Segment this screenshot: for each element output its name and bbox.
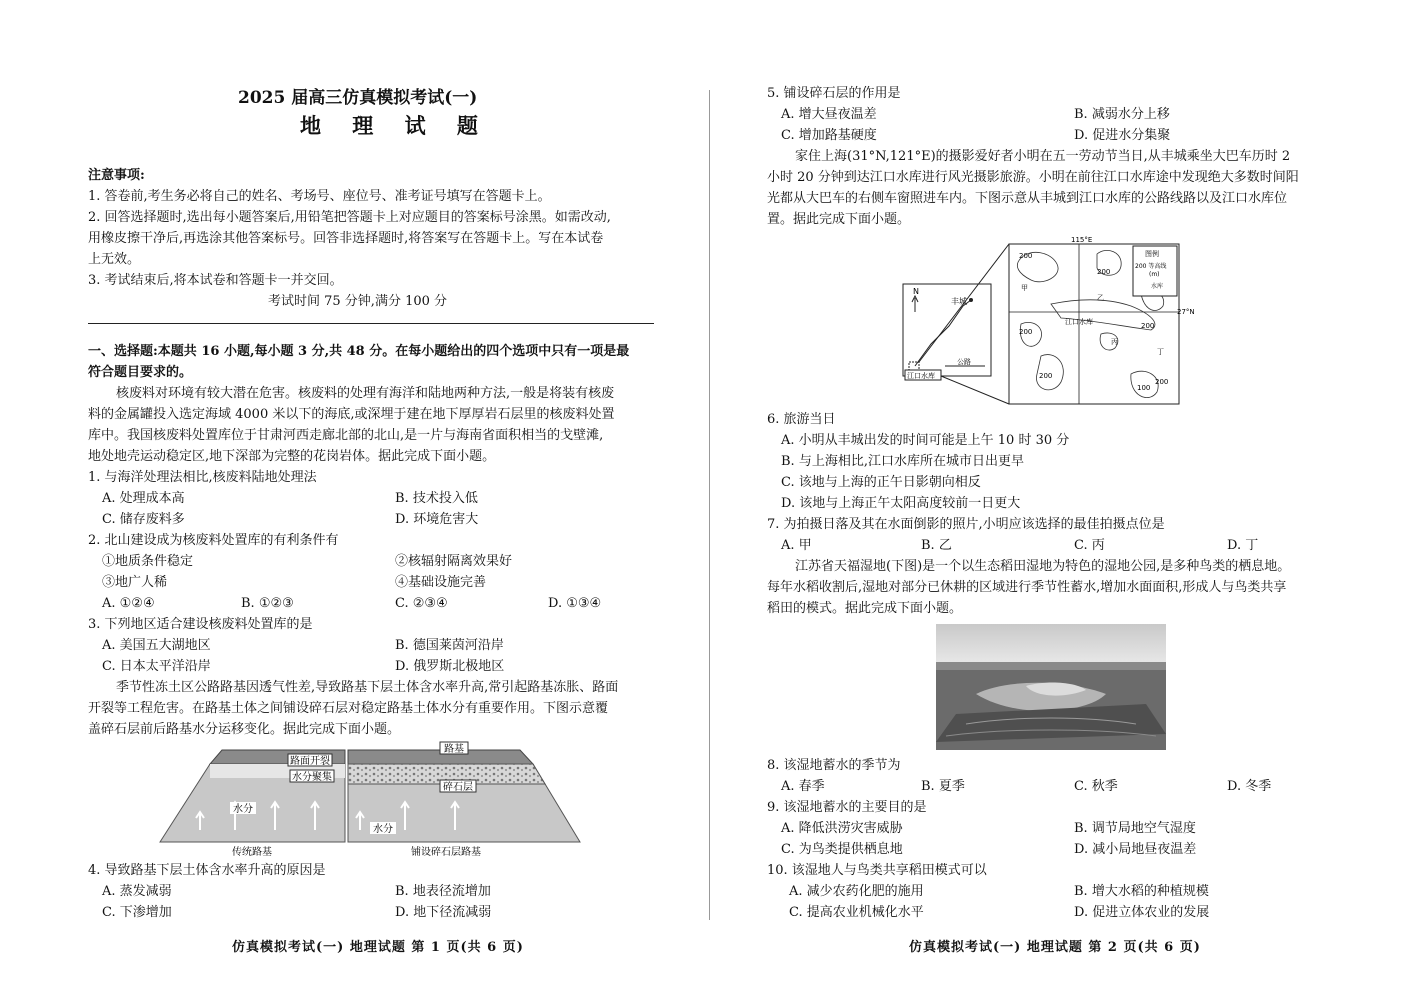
label-gather: 水分聚集 [292,772,332,783]
option: A. 减少农药化肥的施用 [789,884,924,899]
question-stem: 8. 该湿地蓄水的季节为 [767,758,901,773]
notice-line: 3. 考试结束后,将本试卷和答题卡一并交回。 [88,273,343,288]
option: D. 环境危害大 [395,512,479,527]
passage-line: 稻田的模式。据此完成下面小题。 [767,601,963,616]
passage-line: 库中。我国核废料处置库位于甘肃河西走廊北部的北山,是一片与海南省面积相当的戈壁滩, [88,428,604,443]
option: A. 蒸发减弱 [102,884,172,899]
question-stem: 9. 该湿地蓄水的主要目的是 [767,800,927,815]
option: A. 小明从丰城出发的时间可能是上午 10 时 30 分 [781,433,1070,448]
condition: ①地质条件稳定 [102,554,194,569]
option: A. 处理成本高 [102,491,185,506]
legend-reservoir: 水库 [1151,283,1164,290]
passage-line: 小时 20 分钟到达江口水库进行风光摄影旅游。小明在前往江口水库途中发现绝大多数时间阳 [767,170,1299,185]
option: D. 促进水分集聚 [1074,128,1171,143]
road-label: 公路 [957,358,971,366]
passage-line: 江苏省天福湿地(下图)是一个以生态稻田湿地为特色的湿地公园,是多种鸟类的栖息地。 [795,559,1291,574]
notice-line: 上无效。 [88,252,141,267]
option: D. 冬季 [1227,779,1272,794]
legend-title: 图例 [1145,250,1159,258]
option: B. 地表径流增加 [395,884,491,899]
notice-line: 2. 回答选择题时,选出每小题答案后,用铅笔把答题卡上对应题目的答案标号涂黑。如需改动, [88,210,611,225]
label-water: 水分 [373,824,393,835]
contour-label: 200 [1155,378,1169,386]
reservoir-map [901,234,1195,410]
north-arrow-label: N [913,287,919,296]
exam-time: 考试时间 75 分钟,满分 100 分 [268,294,448,309]
passage-line: 料的金属罐投入选定海域 4000 米以下的海底,或深埋于建在地下厚厚岩石层里的核废料处置 [88,407,615,422]
option: C. 丙 [1074,538,1105,553]
reservoir-map-label: 江口水库 [1065,318,1093,326]
option: D. 减小局地昼夜温差 [1074,842,1197,857]
passage-line: 家住上海(31°N,121°E)的摄影爱好者小明在五一劳动节当日,从丰城乘坐大巴车历时 2 [795,149,1291,164]
option: C. 秋季 [1074,779,1118,794]
notice-line: 1. 答卷前,考生务必将自己的姓名、考场号、座位号、准考证号填写在答题卡上。 [88,189,551,204]
question-stem: 6. 旅游当日 [767,412,836,427]
page-footer: 仿真模拟考试(一) 地理试题 第 1 页(共 6 页) [232,940,524,955]
option: D. 该地与上海正午太阳高度较前一日更大 [781,496,1021,511]
passage-line: 核废料对环境有较大潜在危害。核废料的处理有海洋和陆地两种方法,一般是将装有核废 [116,386,615,401]
passage-line: 每年水稻收割后,湿地对部分已休耕的区域进行季节性蓄水,增加水面面积,形成人与鸟类共享 [767,580,1287,595]
question-stem: 2. 北山建设成为核废料处置库的有利条件有 [88,533,339,548]
page-1 [0,0,710,1006]
option: A. ①②④ [102,596,155,611]
passage-line: 盖碎石层前后路基水分运移变化。据此完成下面小题。 [88,722,401,737]
option: C. 储存废料多 [102,512,185,527]
option: B. 减弱水分上移 [1074,107,1170,122]
option: C. ②③④ [395,596,448,611]
option: C. 该地与上海的正午日影朝向相反 [781,475,981,490]
option: D. 俄罗斯北极地区 [395,659,505,674]
option: B. 与上海相比,江口水库所在城市日出更早 [781,454,1024,469]
passage-line: 置。据此完成下面小题。 [767,212,911,227]
question-stem: 4. 导致路基下层土体含水率升高的原因是 [88,863,326,878]
question-stem: 10. 该湿地人与鸟类共享稻田模式可以 [767,863,987,878]
option: A. 美国五大湖地区 [102,638,211,653]
caption-gravel: 铺设碎石层路基 [411,847,481,858]
contour-label: 200 [1019,252,1033,260]
option: D. ①③④ [548,596,602,611]
option: A. 增大昼夜温差 [781,107,877,122]
option: B. 夏季 [921,779,965,794]
condition: ③地广人稀 [102,575,168,590]
wetland-photo [936,624,1166,750]
option: B. 乙 [921,538,952,553]
page-divider [709,90,710,920]
option: B. ①②③ [241,596,294,611]
option: B. 调节局地空气湿度 [1074,821,1196,836]
option: C. 增加路基硬度 [781,128,877,143]
contour-label: 200 [1019,328,1033,336]
latitude-label: 27°N [1177,308,1195,316]
page-footer: 仿真模拟考试(一) 地理试题 第 2 页(共 6 页) [909,940,1201,955]
point-bing: 丙 [1111,338,1118,346]
point-ding: 丁 [1157,348,1164,356]
option: A. 春季 [781,779,825,794]
option: D. 丁 [1227,538,1259,553]
question-stem: 1. 与海洋处理法相比,核废料陆地处理法 [88,470,317,485]
passage-line: 开裂等工程危害。在路基土体之间铺设碎石层对稳定路基土体水分有重要作用。下图示意覆 [88,701,609,716]
option: C. 为鸟类提供栖息地 [781,842,903,857]
section-title: 符合题目要求的。 [88,365,193,380]
option: C. 下渗增加 [102,905,172,920]
label-road: 路基 [444,744,464,755]
legend-unit: (m) [1149,271,1160,278]
option: B. 增大水稻的种植规模 [1074,884,1209,899]
longitude-label: 115°E [1071,236,1093,244]
question-stem: 5. 铺设碎石层的作用是 [767,86,901,101]
reservoir-label: 江口水库 [907,372,935,380]
label-gravel: 碎石层 [443,782,473,793]
question-stem: 7. 为拍摄日落及其在水面倒影的照片,小明应该选择的最佳拍摄点位是 [767,517,1165,532]
passage-line: 地处地壳运动稳定区,地下深部为完整的花岗岩体。据此完成下面小题。 [88,449,496,464]
contour-label: 200 [1141,322,1155,330]
notice-line: 用橡皮擦干净后,再选涂其他答案标号。回答非选择题时,将答案写在答题卡上。写在本试卷 [88,231,604,246]
contour-label: 100 [1137,384,1151,392]
contour-label: 200 [1039,372,1053,380]
option: D. 促进立体农业的发展 [1074,905,1210,920]
point-jia: 甲 [1021,284,1028,292]
label-crack: 路面开裂 [290,756,330,767]
option: B. 德国莱茵河沿岸 [395,638,504,653]
option: B. 技术投入低 [395,491,478,506]
page-2 [711,0,1421,1006]
option: A. 甲 [781,538,812,553]
legend-contour: 200 等高线 [1135,263,1167,270]
option: D. 地下径流减弱 [395,905,492,920]
point-yi: 乙 [1097,294,1104,302]
passage-line: 光都从大巴车的右侧车窗照进车内。下图示意从丰城到江口水库的公路线路以及江口水库位 [767,191,1288,206]
option: C. 日本太平洋沿岸 [102,659,211,674]
question-stem: 3. 下列地区适合建设核废料处置库的是 [88,617,313,632]
roadbed-figure [140,742,610,860]
condition: ②核辐射隔离效果好 [395,554,513,569]
divider-line [88,323,654,324]
option: A. 降低洪涝灾害威胁 [781,821,903,836]
section-title: 一、选择题:本题共 16 小题,每小题 3 分,共 48 分。在每小题给出的四个选项中只有一项是最 [88,344,630,359]
passage-line: 季节性冻土区公路路基因透气性差,导致路基下层土体含水率升高,常引起路基冻胀、路面 [116,680,619,695]
exam-title: 2025 届高三仿真模拟考试(一) [238,88,478,108]
caption-traditional: 传统路基 [232,847,272,858]
condition: ④基础设施完善 [395,575,487,590]
subject-title: 地 理 试 题 [300,113,490,138]
label-water: 水分 [233,804,253,815]
notice-heading: 注意事项: [88,168,145,183]
contour-label: 200 [1097,268,1111,276]
city-label: 丰城 [951,297,967,306]
option: C. 提高农业机械化水平 [789,905,924,920]
